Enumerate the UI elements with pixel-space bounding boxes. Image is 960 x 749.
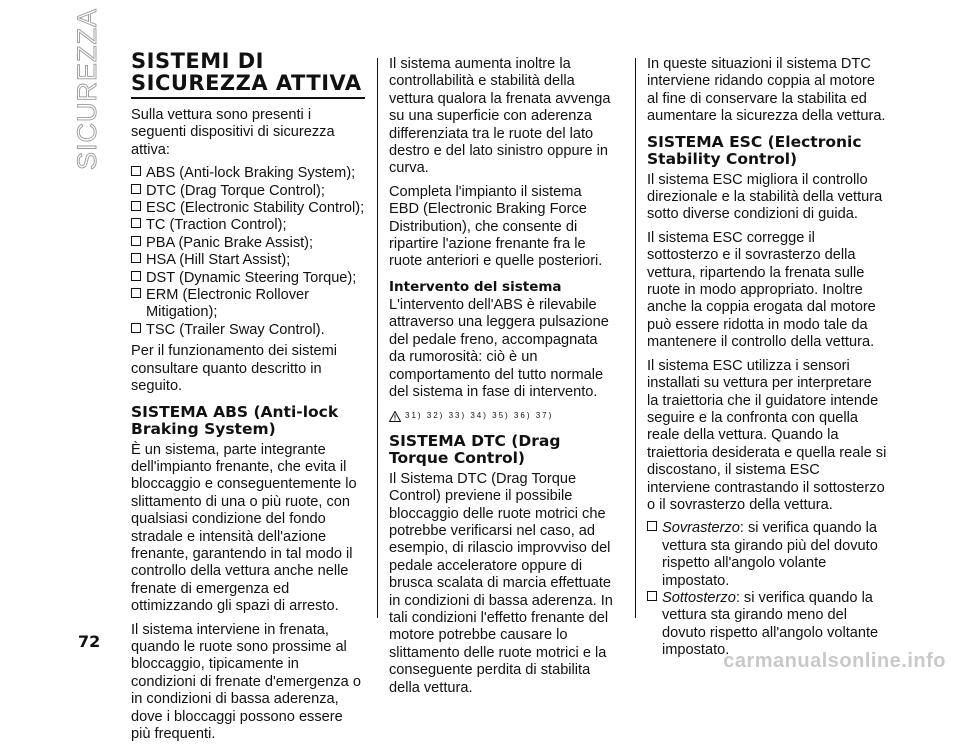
column-divider (377, 58, 378, 618)
esc-paragraph-3: Il sistema ESC utilizza i sensori installati su vettura per interpretare la traiettoria che il guidatore intende seguire e la confronta con quella reale della vettura. Quando la traiettoria desiderata e quella reale si discostano, il sistema ESC interviene contrastando il sottosterzo o il sovrasterzo della vettura. (647, 357, 887, 513)
column-1 (131, 50, 365, 749)
list-item (647, 520, 887, 590)
list-item: PBA (Panic Brake Assist); (131, 235, 365, 252)
main-heading-block (131, 50, 365, 99)
list-item: ABS (Anti-lock Braking System); (131, 165, 365, 182)
intro-text: Sulla vettura sono presenti i seguenti dispositivi di sicurezza attiva: (131, 107, 335, 158)
understeer-term: Sottosterzo (662, 589, 736, 606)
square-bullet-icon (131, 323, 141, 333)
intervento-paragraph: L'intervento dell'ABS è rilevabile attraverso una leggera pulsazione del pedale freno, accompagnata da rumorosità: ciò è un comportamento del tutto normale del sistema in fase di intervento. (389, 296, 609, 400)
dtc-paragraph: Il Sistema DTC (Drag Torque Control) previene il possibile bloccaggio delle ruote motrici che potrebbe verificarsi nel caso, ad esempio, di rilascio improvviso del pedale acceleratore oppure di brusca scalata di marcia effettuate in condizioni di bassa aderenza. In tali condizioni l'effetto frenante del motore potrebbe causare lo slittamento delle ruote motrici e la conseguente perdita di stabilita della vettura. (389, 470, 613, 696)
warning-reference-numbers: 31) 32) 33) 34) 35) 36) 37) (405, 411, 554, 421)
warning-references (389, 407, 615, 424)
esc-paragraph-2: Il sistema ESC corregge il sottosterzo e il sovrasterzo della vettura, ripartendo la frenata sulle ruote in modo appropriato. Inoltre anche la coppia erogata dal motore può essere ridotta in modo tale da mantenere il controllo della vettura. (647, 229, 876, 351)
outro-text: Per il funzionamento dei sistemi consultare quanto descritto in seguito. (131, 343, 338, 395)
abs-paragraph-1: È un sistema, parte integrante dell'impianto frenante, che evita il bloccaggio e conseguentemente lo slittamento di una o più ruote, con qualsiasi condizione del fondo stradale e intensità dell'azione frenante, garantendo in tal modo il controllo della vettura anche nelle frenate di emergenza ed ottimizzando gli spazi di arresto. (131, 441, 357, 615)
abs-paragraph-3: Il sistema aumenta inoltre la controllabilità e stabilità della vettura qualora la frenata avvenga su una superficie con aderenza differenziata tra le ruote del lato destro e del lato sinistro oppure in curva. (389, 56, 611, 177)
section-side-title: SICUREZZA (72, 7, 102, 170)
ebd-paragraph: Completa l'impianto il sistema EBD (Electronic Braking Force Distribution), che consente di ripartire l'azione frenante fra le ruote anteriori e quelle posteriori. (389, 183, 603, 270)
systems-list (131, 165, 365, 339)
esc-heading: SISTEMA ESC (Electronic Stability Control) (647, 132, 862, 168)
square-bullet-icon (647, 591, 657, 601)
column-divider (635, 58, 636, 618)
square-bullet-icon (131, 218, 141, 228)
square-bullet-icon (131, 166, 141, 176)
list-item: DTC (Drag Torque Control); (131, 183, 365, 200)
abs-paragraph-2: Il sistema interviene in frenata, quando le ruote sono prossime al bloccaggio, tipicamente in condizioni di frenate d'emergenza o in condizioni di bassa aderenza, dove i bloccaggi possono essere più frequenti. (131, 621, 361, 742)
list-item: TSC (Trailer Sway Control). (131, 322, 365, 339)
square-bullet-icon (131, 201, 141, 211)
square-bullet-icon (647, 521, 657, 531)
main-heading-line1: SISTEMI DI (131, 49, 264, 73)
abs-heading: SISTEMA ABS (Anti-lock Braking System) (131, 402, 339, 438)
warning-triangle-icon (389, 411, 401, 422)
dtc-heading: SISTEMA DTC (Drag Torque Control) (389, 431, 561, 467)
page-number: 72 (78, 632, 101, 651)
oversteer-term: Sovrasterzo (662, 520, 740, 537)
list-item: TC (Traction Control); (131, 217, 365, 234)
square-bullet-icon (131, 253, 141, 263)
square-bullet-icon (131, 184, 141, 194)
square-bullet-icon (131, 288, 141, 298)
list-item: ESC (Electronic Stability Control); (131, 200, 365, 217)
square-bullet-icon (131, 236, 141, 246)
understeer-definition: : si verifica quando la vettura sta girando meno del dovuto rispetto all'angolo voltante impostato. (662, 589, 879, 659)
main-heading-line2: SICUREZZA ATTIVA (131, 71, 362, 95)
column-2 (389, 56, 615, 703)
dtc-paragraph-2: In queste situazioni il sistema DTC interviene ridando coppia al motore al fine di conservare la stabilita ed aumentare la sicurezza della vettura. (647, 56, 886, 125)
column-3 (647, 56, 887, 660)
list-item: ERM (Electronic Rollover Mitigation); (131, 287, 365, 322)
watermark: carmanualsonline.info (723, 650, 946, 672)
list-item: DST (Dynamic Steering Torque); (131, 270, 365, 287)
intervento-heading: Intervento del sistema (389, 278, 562, 295)
square-bullet-icon (131, 271, 141, 281)
esc-paragraph-1: Il sistema ESC migliora il controllo direzionale e la stabilità della vettura sotto diverse condizioni di guida. (647, 171, 883, 223)
main-heading (131, 50, 365, 94)
list-item: HSA (Hill Start Assist); (131, 252, 365, 269)
oversteer-definition: : si verifica quando la vettura sta girando più del dovuto rispetto all'angolo volante impostato. (662, 520, 878, 589)
